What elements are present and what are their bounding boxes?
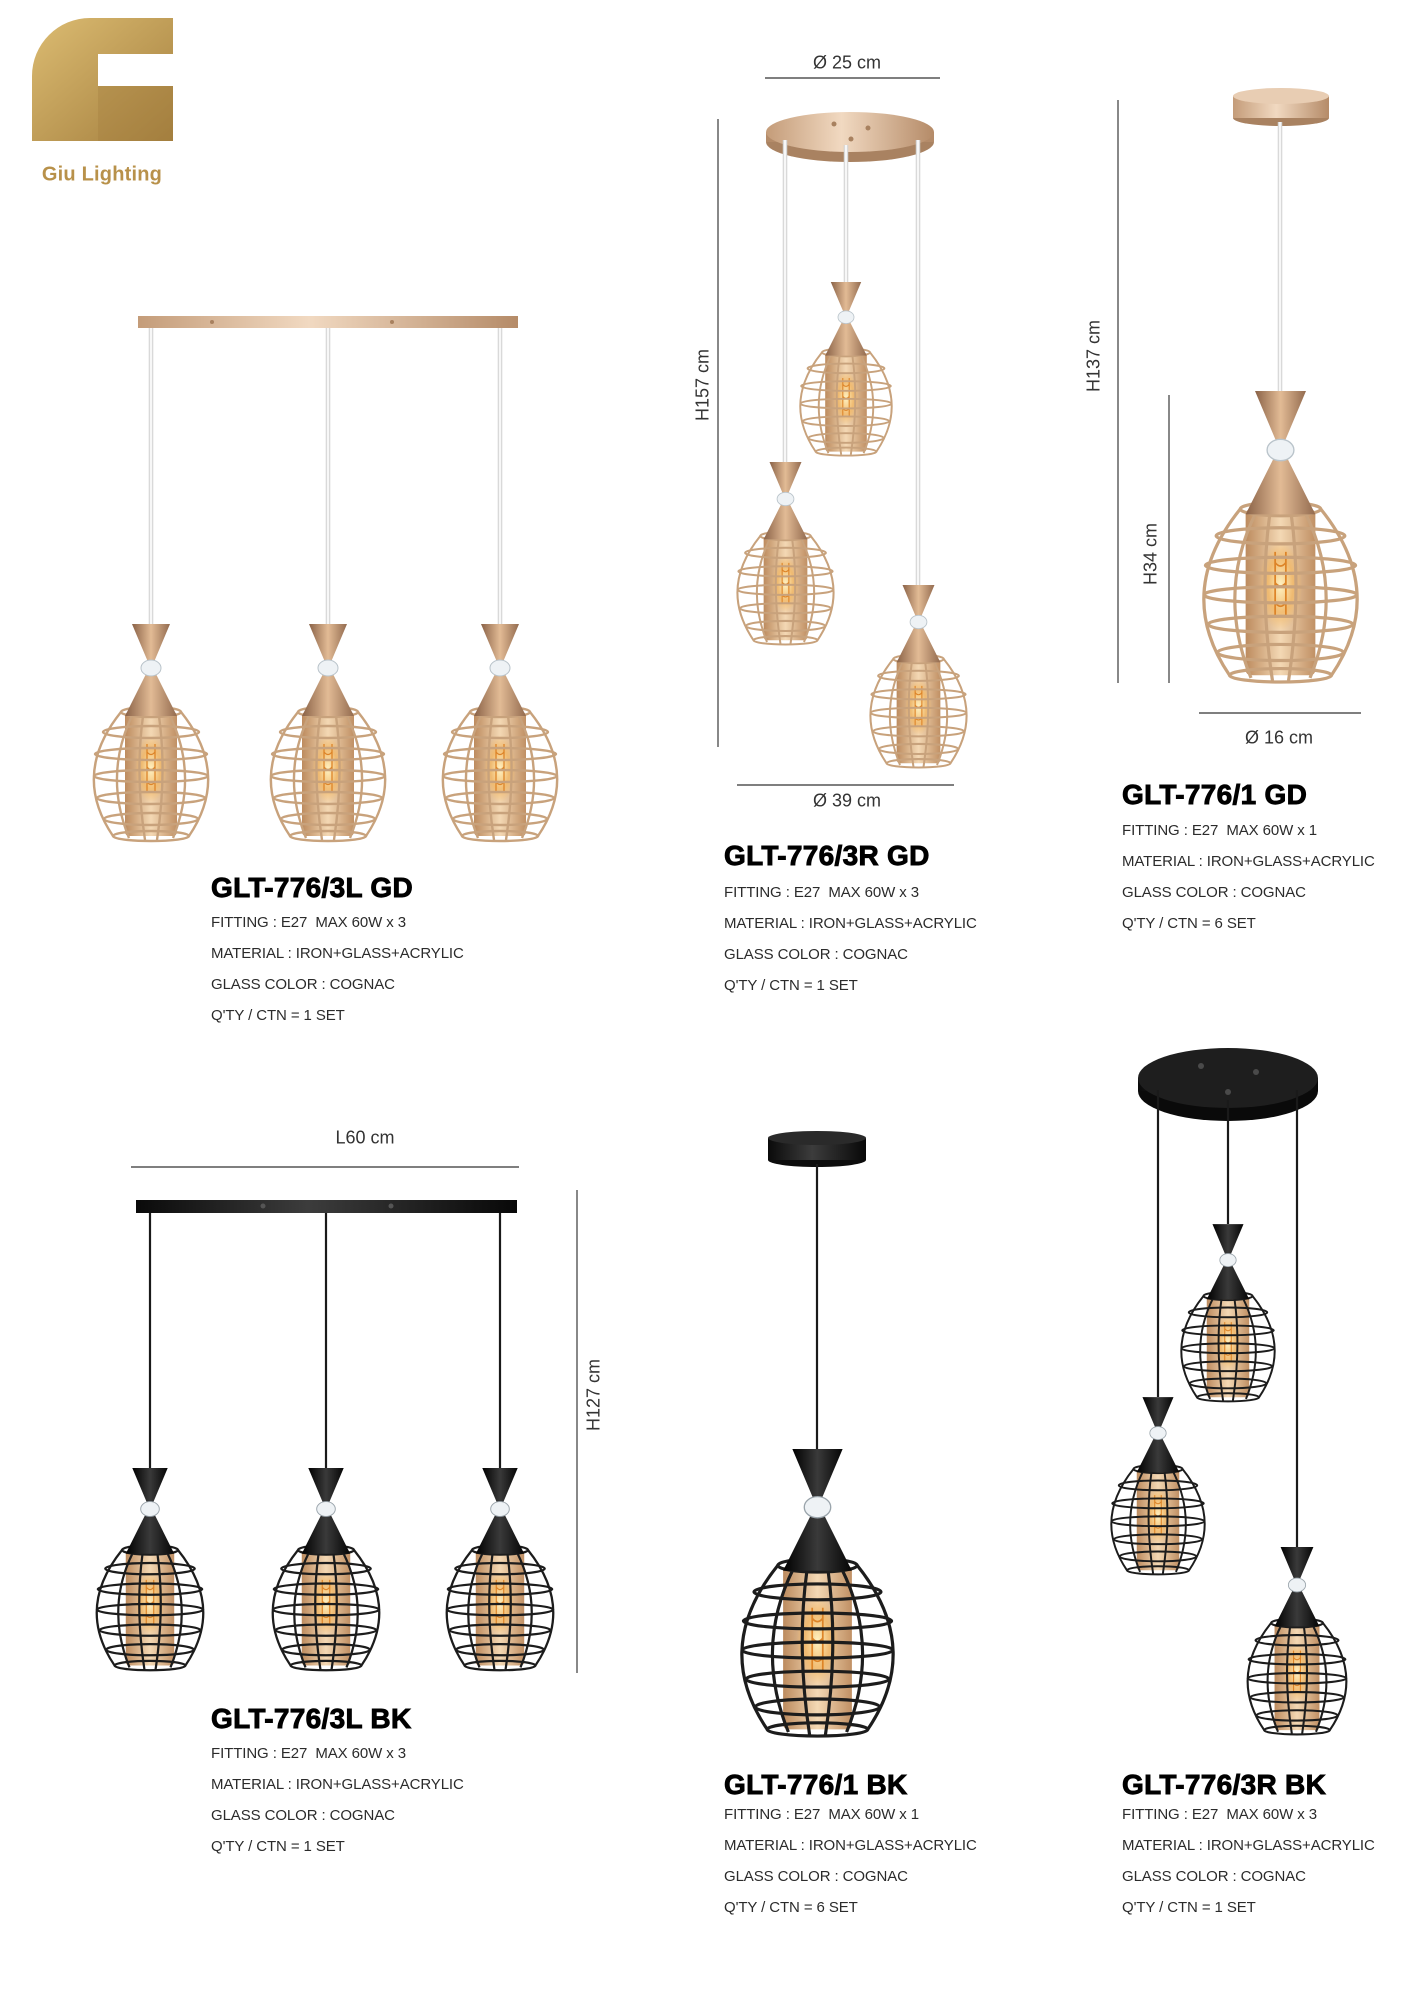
spec-glass-color: GLASS COLOR : COGNAC	[724, 946, 908, 963]
spec-fitting: FITTING : E27 MAX 60W x 3	[211, 1745, 406, 1762]
dimension-label: Ø 25 cm	[812, 52, 882, 73]
suspension-cords	[151, 328, 500, 624]
pendant-shade	[1111, 1397, 1204, 1574]
bar-screw	[210, 320, 214, 324]
product-1-gd-illustration	[1118, 88, 1361, 713]
logo-mark-shade	[98, 86, 173, 141]
spec-quantity: Q'TY / CTN = 1 SET	[724, 977, 858, 994]
spec-fitting: FITTING : E27 MAX 60W x 3	[724, 884, 919, 901]
dimension-label: H137 cm	[1083, 319, 1104, 393]
pendant-shade	[800, 282, 891, 456]
pendant-shade	[271, 624, 385, 841]
spec-glass-color: GLASS COLOR : COGNAC	[1122, 884, 1306, 901]
product-model-title: GLT-776/3L BK	[211, 1703, 412, 1734]
product-3l-gd-illustration	[94, 316, 557, 841]
spec-quantity: Q'TY / CTN = 1 SET	[211, 1838, 345, 1855]
dimension-label: Ø 39 cm	[812, 790, 882, 811]
dimension-label: H34 cm	[1140, 522, 1161, 586]
pendant-shade	[443, 624, 557, 841]
bar-screw	[390, 320, 394, 324]
spec-glass-color: GLASS COLOR : COGNAC	[724, 1868, 908, 1885]
pendant-shade	[1181, 1224, 1274, 1401]
product-3l-bk-illustration	[97, 1167, 577, 1673]
spec-material: MATERIAL : IRON+GLASS+ACRYLIC	[1122, 853, 1375, 870]
bar-screw	[261, 1204, 266, 1209]
pendant-shade	[1248, 1547, 1347, 1734]
ceiling-bar	[136, 1200, 517, 1213]
product-3r-gd-illustration	[718, 78, 967, 785]
product-1-bk-illustration	[742, 1131, 893, 1736]
dimension-label: Ø 16 cm	[1244, 727, 1314, 748]
pendant-shade	[742, 1449, 893, 1736]
spec-fitting: FITTING : E27 MAX 60W x 3	[211, 914, 406, 931]
product-specs	[211, 1738, 464, 1862]
pendant-shade	[273, 1468, 380, 1670]
spec-glass-color: GLASS COLOR : COGNAC	[1122, 1868, 1306, 1885]
dimension-label: H127 cm	[583, 1358, 604, 1432]
dimension-label: L60 cm	[335, 1127, 395, 1148]
bar-screw	[389, 1204, 394, 1209]
spec-quantity: Q'TY / CTN = 1 SET	[211, 1007, 345, 1024]
product-specs	[724, 877, 977, 1001]
product-model-title: GLT-776/1 BK	[724, 1769, 908, 1800]
ceiling-bar	[138, 316, 518, 328]
spec-material: MATERIAL : IRON+GLASS+ACRYLIC	[724, 915, 977, 932]
product-model-title: GLT-776/3R GD	[724, 840, 930, 871]
spec-material: MATERIAL : IRON+GLASS+ACRYLIC	[211, 945, 464, 962]
spec-material: MATERIAL : IRON+GLASS+ACRYLIC	[724, 1837, 977, 1854]
product-specs	[724, 1799, 977, 1923]
dimension-label: H157 cm	[692, 348, 713, 422]
pendant-shade	[870, 585, 966, 767]
product-3r-bk-illustration	[1111, 1048, 1346, 1734]
spec-material: MATERIAL : IRON+GLASS+ACRYLIC	[211, 1776, 464, 1793]
product-model-title: GLT-776/3R BK	[1122, 1769, 1327, 1800]
pendant-shade	[94, 624, 208, 841]
product-specs	[1122, 815, 1375, 939]
spec-quantity: Q'TY / CTN = 6 SET	[1122, 915, 1256, 932]
pendant-shade	[97, 1468, 204, 1670]
round-canopy	[766, 112, 934, 162]
pendant-shade	[1204, 391, 1357, 682]
product-specs	[1122, 1799, 1375, 1923]
product-model-title: GLT-776/3L GD	[211, 872, 414, 903]
spec-fitting: FITTING : E27 MAX 60W x 1	[724, 1806, 919, 1823]
spec-fitting: FITTING : E27 MAX 60W x 1	[1122, 822, 1317, 839]
suspension-cords	[150, 1213, 500, 1468]
brand-name: Giu Lighting	[41, 163, 163, 186]
product-model-title: GLT-776/1 GD	[1122, 779, 1308, 810]
spec-quantity: Q'TY / CTN = 1 SET	[1122, 1899, 1256, 1916]
spec-quantity: Q'TY / CTN = 6 SET	[724, 1899, 858, 1916]
product-specs	[211, 907, 464, 1031]
canopy	[1233, 88, 1329, 126]
canopy	[768, 1131, 866, 1167]
spec-glass-color: GLASS COLOR : COGNAC	[211, 976, 395, 993]
spec-glass-color: GLASS COLOR : COGNAC	[211, 1807, 395, 1824]
spec-fitting: FITTING : E27 MAX 60W x 3	[1122, 1806, 1317, 1823]
spec-material: MATERIAL : IRON+GLASS+ACRYLIC	[1122, 1837, 1375, 1854]
pendant-shade	[447, 1468, 554, 1670]
pendant-shade	[737, 462, 833, 644]
